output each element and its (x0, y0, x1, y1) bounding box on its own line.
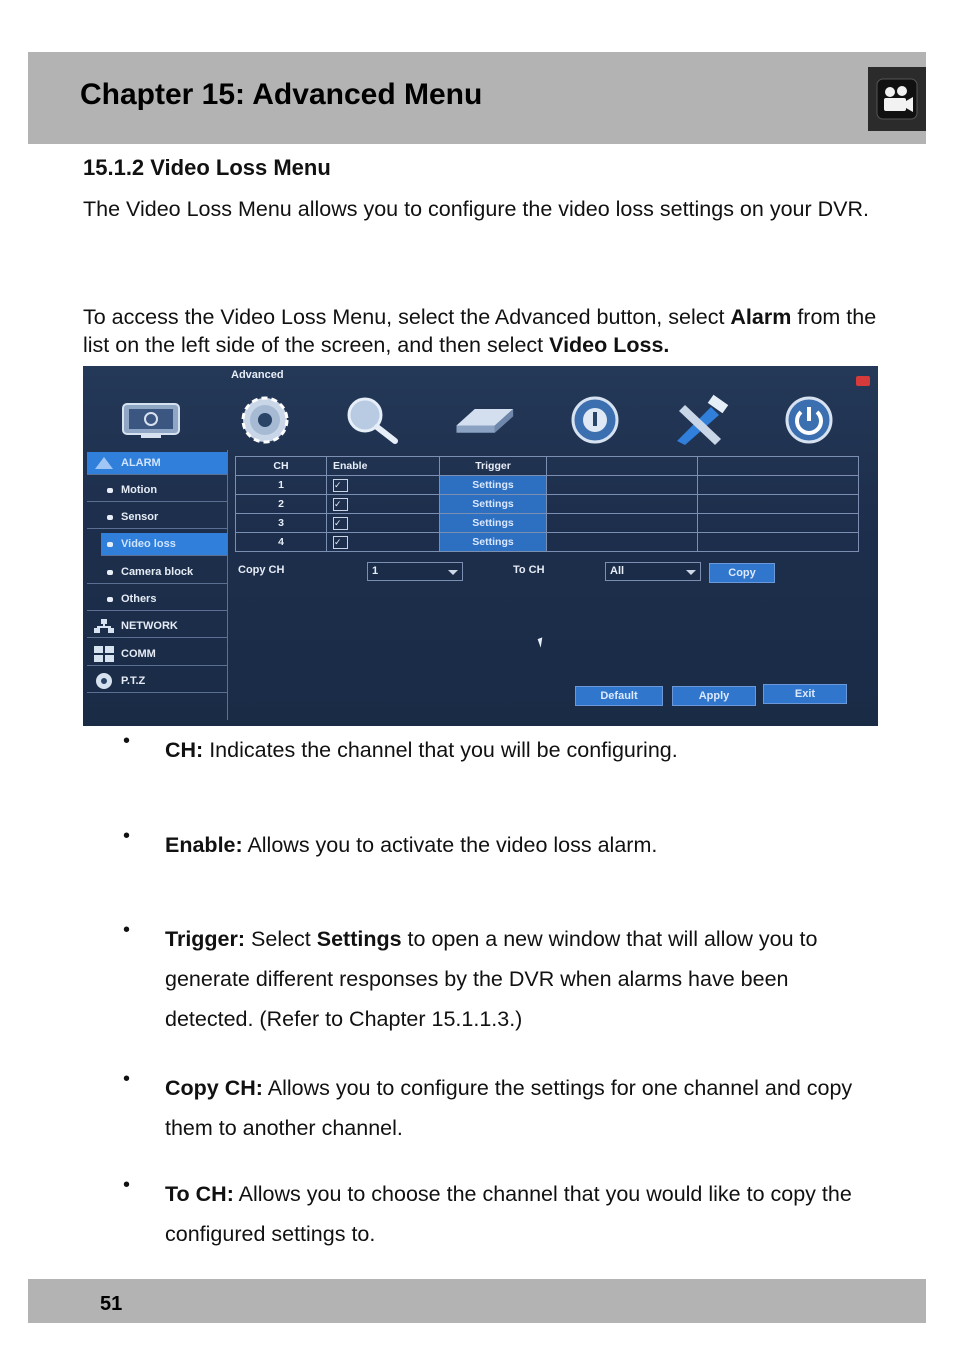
to-ch-value: All (610, 565, 625, 577)
copy-ch-label: Copy CH (238, 564, 285, 576)
hdd-icon[interactable] (451, 392, 515, 448)
ch-cell: 3 (236, 514, 327, 533)
bullet-term-settings: Settings (316, 927, 402, 951)
ch-cell: 1 (236, 476, 327, 495)
bullet-icon: • (123, 825, 131, 847)
page-number: 51 (100, 1293, 123, 1315)
bullet-term: Trigger: (165, 927, 246, 951)
bullet-term: To CH: (165, 1182, 234, 1206)
enable-cell (327, 533, 440, 552)
enable-checkbox[interactable]: ✓ (333, 498, 348, 511)
dvr-window-title: Advanced (231, 369, 284, 381)
table-row (236, 495, 859, 514)
copy-ch-select[interactable] (367, 562, 463, 581)
footer-bar (28, 1279, 926, 1323)
sidebar-item-label: Motion (121, 484, 158, 496)
intro-paragraph: The Video Loss Menu allows you to configure the video loss settings on your DVR. (83, 197, 869, 221)
sidebar-item-label: P.T.Z (121, 675, 146, 687)
dvr-toolbar (83, 384, 878, 454)
network-icon (93, 618, 115, 634)
bullet-icon: • (123, 919, 131, 941)
enable-cell (327, 476, 440, 495)
access-bold-alarm: Alarm (730, 305, 792, 329)
bullet-icon (107, 488, 113, 493)
table-header-trigger: Trigger (440, 457, 547, 476)
access-paragraph (83, 303, 883, 359)
bullet-icon (107, 515, 113, 520)
to-ch-select[interactable] (605, 562, 701, 581)
table-row (236, 476, 859, 495)
bullet-term: CH: (165, 738, 204, 762)
tools-icon[interactable] (671, 392, 735, 448)
bullet-text: Allows you to activate the video loss alarm. (242, 833, 658, 857)
ch-cell: 2 (236, 495, 327, 514)
bullet-icon (107, 542, 113, 547)
sidebar-item-camera-block[interactable] (87, 561, 227, 584)
sidebar-item-ptz[interactable] (87, 670, 227, 693)
sidebar-item-label: ALARM (121, 457, 161, 469)
access-bold-video-loss: Video Loss. (549, 333, 670, 357)
table-empty-cell (547, 514, 698, 533)
trigger-settings-button[interactable]: Settings (440, 495, 547, 514)
table-row (236, 514, 859, 533)
bullet-to-ch (165, 1174, 865, 1254)
access-text-2: from the list on the left side of the screen, and then select (83, 305, 877, 357)
camera-people-icon (868, 67, 926, 131)
chapter-header-bar (28, 52, 926, 144)
trigger-settings-button[interactable]: Settings (440, 533, 547, 552)
bullet-trigger (165, 919, 865, 1039)
bullet-enable (165, 825, 865, 865)
sidebar-item-network[interactable] (87, 615, 227, 638)
bullet-icon (107, 597, 113, 602)
table-header-row (236, 457, 859, 476)
ch-cell: 4 (236, 533, 327, 552)
table-empty-cell (547, 476, 698, 495)
search-icon[interactable] (339, 392, 403, 448)
bullet-icon (107, 570, 113, 575)
sidebar-item-label: Camera block (121, 566, 194, 578)
comm-icon (93, 646, 115, 662)
bullet-text: Allows you to configure the settings for one channel and copy them to another channel. (165, 1076, 853, 1140)
bullet-text: Allows you to choose the channel that you would like to copy the configured settings to. (165, 1182, 852, 1246)
copy-button[interactable]: Copy (709, 563, 775, 583)
video-loss-table (235, 456, 859, 552)
table-empty-cell (547, 457, 698, 476)
bullet-icon: • (123, 1068, 131, 1090)
alarm-icon (93, 455, 115, 471)
enable-cell (327, 514, 440, 533)
sidebar-item-label: Video loss (121, 538, 176, 550)
sidebar-item-video-loss[interactable] (101, 533, 227, 556)
default-button[interactable]: Default (575, 686, 663, 706)
table-empty-cell (698, 457, 859, 476)
table-empty-cell (698, 514, 859, 533)
bullet-copy-ch (165, 1068, 865, 1148)
enable-cell (327, 495, 440, 514)
sidebar-item-comm[interactable] (87, 643, 227, 666)
chapter-title: Chapter 15: Advanced Menu (80, 78, 483, 111)
trigger-settings-button[interactable]: Settings (440, 476, 547, 495)
copy-ch-value: 1 (372, 565, 379, 577)
trigger-settings-button[interactable]: Settings (440, 514, 547, 533)
chevron-down-icon (686, 570, 696, 575)
bullet-icon: • (123, 1174, 131, 1196)
ptz-icon (93, 673, 115, 689)
table-empty-cell (547, 533, 698, 552)
sidebar-item-sensor[interactable] (87, 506, 227, 529)
bullet-text: Indicates the channel that you will be configuring. (203, 738, 678, 762)
bullet-icon: • (123, 730, 131, 752)
sidebar-item-label: Others (121, 593, 157, 605)
bullet-term: Enable: (165, 833, 243, 857)
table-empty-cell (698, 533, 859, 552)
table-header-enable: Enable (327, 457, 440, 476)
table-empty-cell (547, 495, 698, 514)
to-ch-label: To CH (513, 564, 545, 576)
dvr-screenshot (83, 366, 878, 726)
dvr-sidebar (87, 450, 228, 720)
bullet-term: Copy CH: (165, 1076, 263, 1100)
gear-icon[interactable] (233, 392, 297, 448)
monitor-icon[interactable] (119, 392, 183, 448)
table-empty-cell (698, 476, 859, 495)
sidebar-item-others[interactable] (87, 588, 227, 611)
enable-checkbox[interactable]: ✓ (333, 536, 348, 549)
sidebar-item-motion[interactable] (87, 479, 227, 502)
bullet-ch (165, 730, 865, 770)
bullet-text: to open a new window that will allow you to generate different responses by the DVR when alarms have been detected. (Refer to Chapter 15.1.1.3.) (165, 927, 818, 1031)
enable-checkbox[interactable]: ✓ (333, 479, 348, 492)
table-row (236, 533, 859, 552)
sidebar-item-label: COMM (121, 648, 156, 660)
info-icon[interactable] (563, 392, 627, 448)
table-header-ch: CH (236, 457, 327, 476)
power-icon[interactable] (777, 392, 841, 448)
sidebar-item-label: NETWORK (121, 620, 178, 632)
table-empty-cell (698, 495, 859, 514)
apply-button[interactable]: Apply (672, 686, 756, 706)
enable-checkbox[interactable]: ✓ (333, 517, 348, 530)
exit-button[interactable]: Exit (763, 684, 847, 704)
chevron-down-icon (448, 570, 458, 575)
bullet-text: Select (245, 927, 317, 951)
access-text-1: To access the Video Loss Menu, select the Advanced button, select (83, 305, 731, 329)
sidebar-item-label: Sensor (121, 511, 159, 523)
sidebar-item-alarm[interactable] (87, 452, 227, 475)
section-heading: 15.1.2 Video Loss Menu (83, 155, 331, 180)
